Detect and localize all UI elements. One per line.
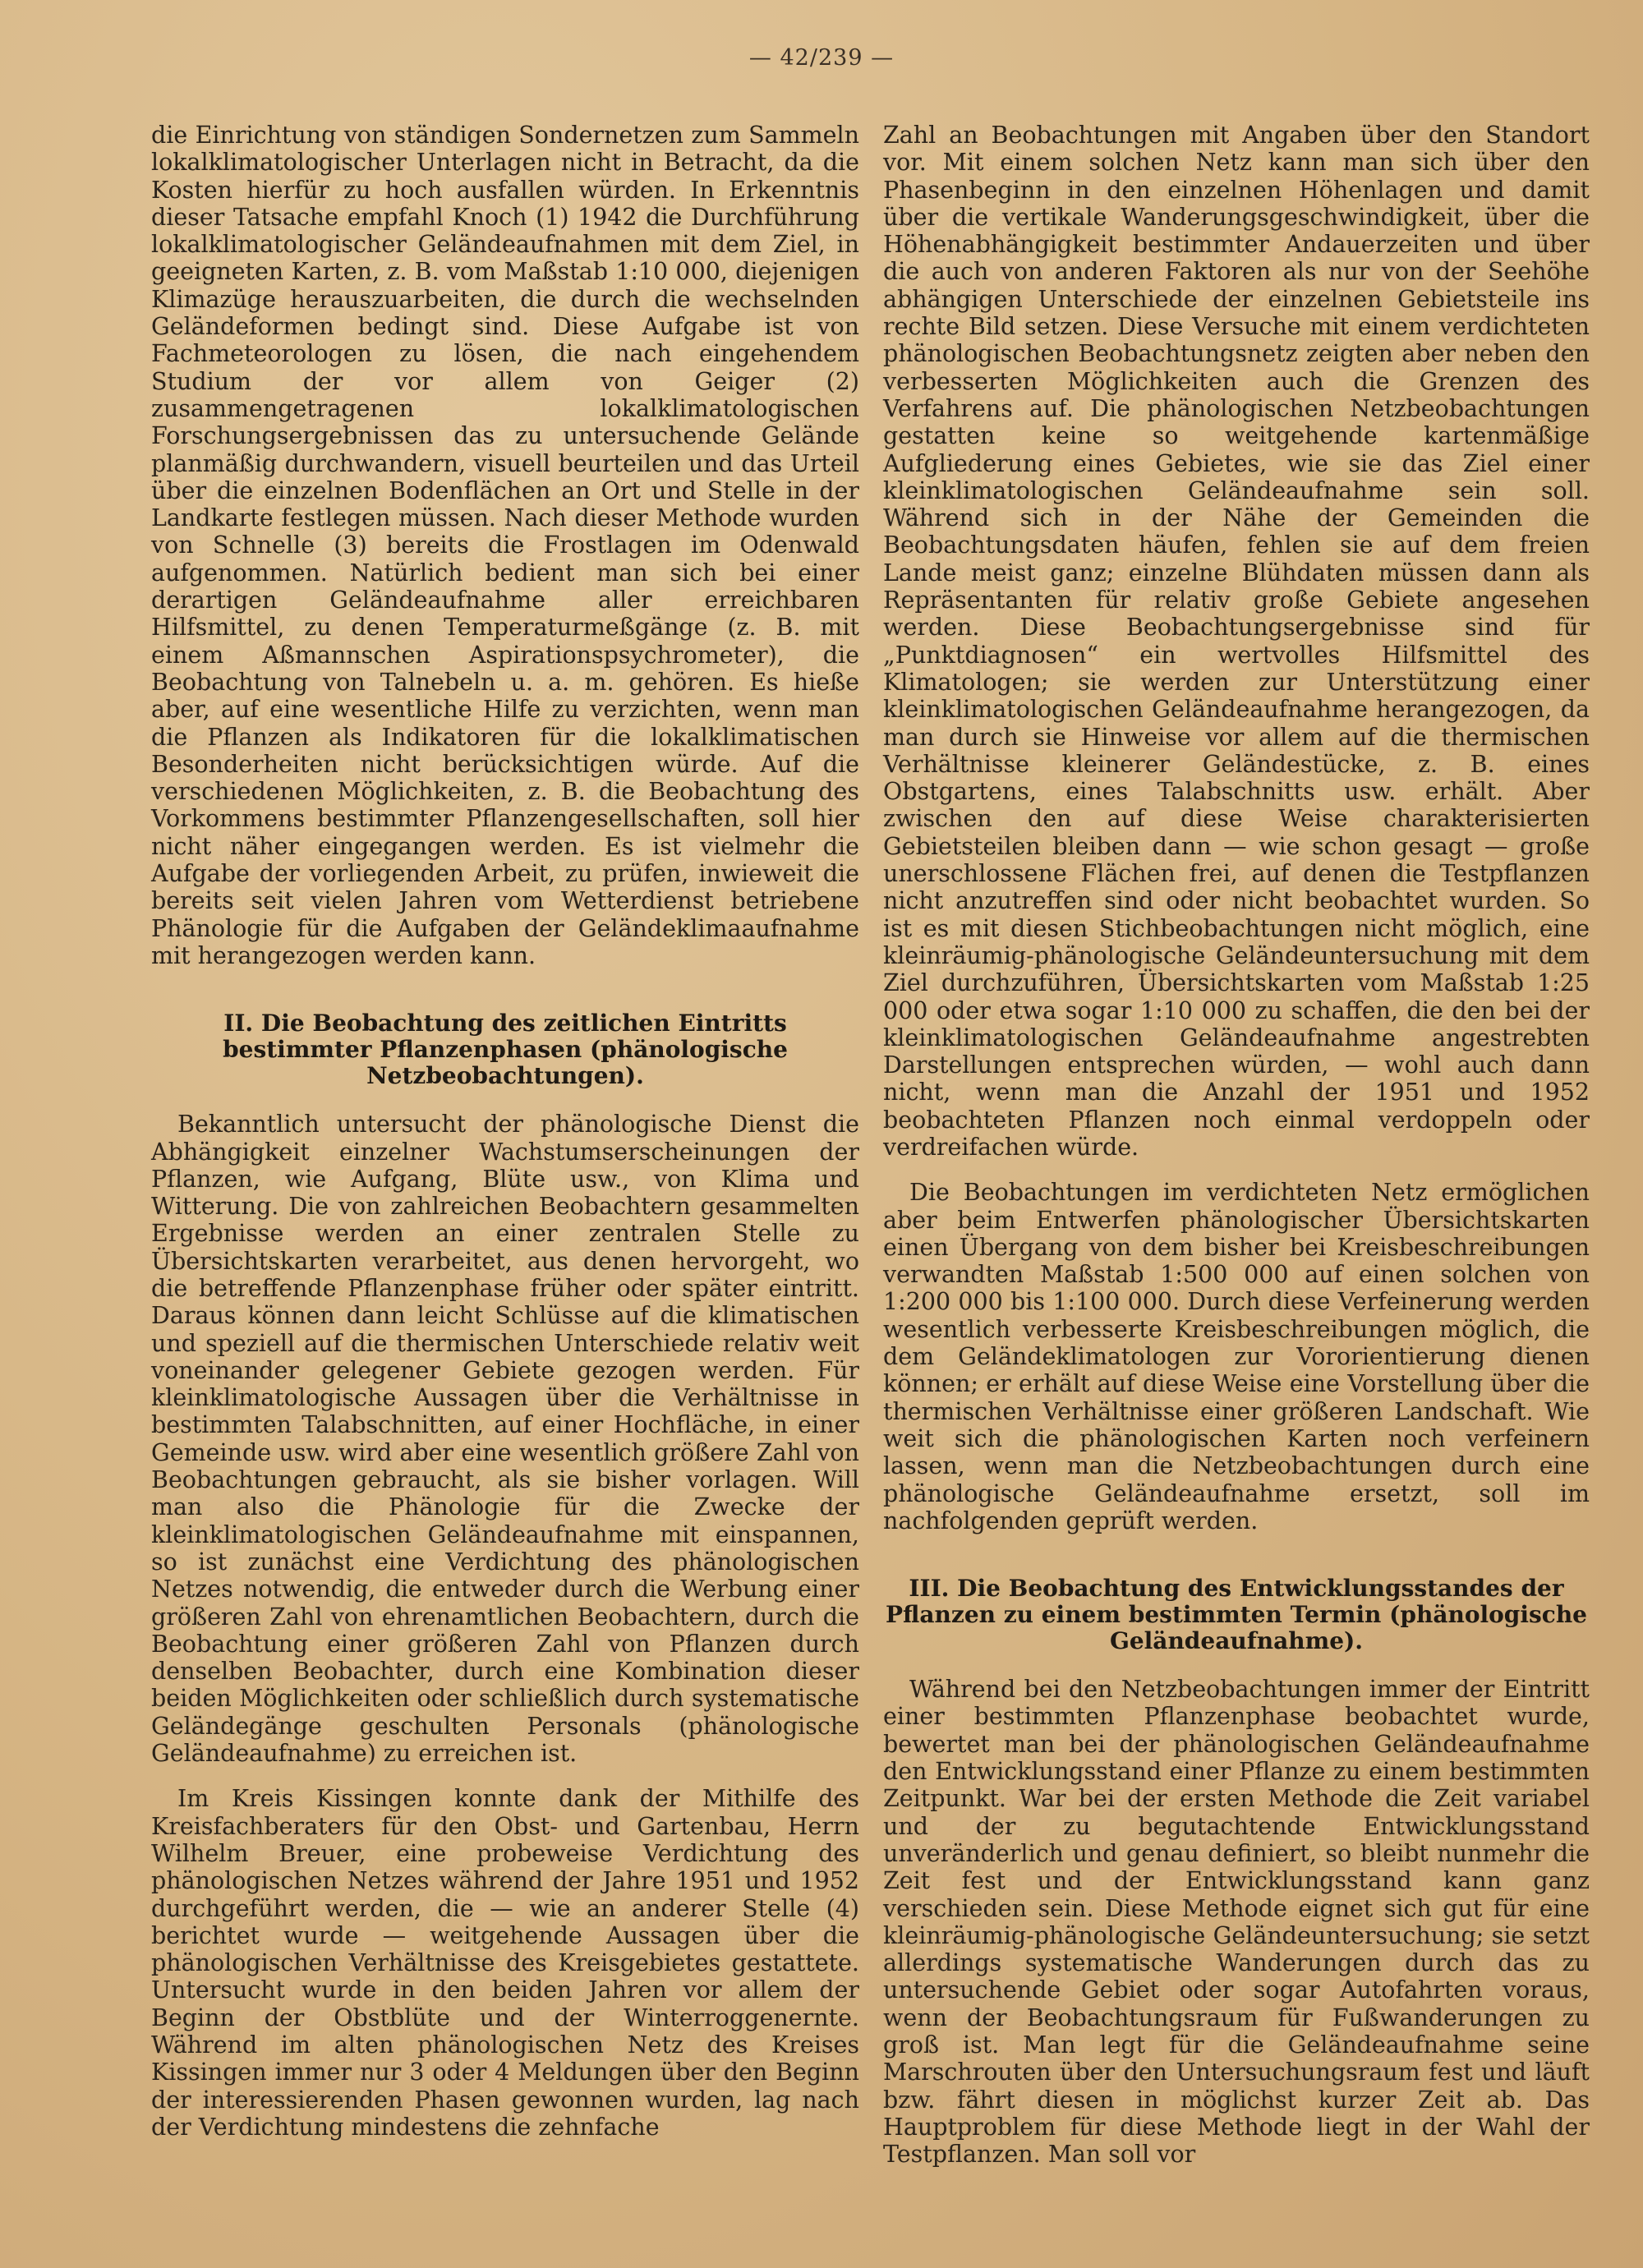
right-paragraph-3: Während bei den Netzbeobachtungen immer der Eintritt einer bestimmten Pflanzenphase beobachtet wurde, bewertet man bei der phänologischen Geländeaufnahme den Entwicklungsstand einer Pflanze zu einem bestimmten Zeitpunkt. War bei der ersten Methode die Zeit variabel und der zu begutachtende Entwicklungsstand unveränderlich und genau definiert, so bleibt nunmehr die Zeit fest und der Entwicklungsstand kann ganz verschieden sein. Diese Methode eignet sich gut für eine kleinräumig-phänologische Geländeuntersuchung; sie setzt allerdings systematische Wanderungen durch das zu untersuchende Gebiet oder sogar Autofahrten voraus, wenn der Beobachtungsraum für Fußwanderungen zu groß ist. Man legt für die Geländeaufnahme seine Marschrouten über den Untersuchungsraum fest und läuft bzw. fährt diesen in möglichst kurzer Zeit ab. Das Hauptproblem für diese Methode liegt in der Wahl der Testpflanzen. Man soll vor	[883, 1676, 1590, 2169]
section-heading-3: III. Die Beobachtung des Entwicklungsstandes der Pflanzen zu einem bestimmten Termin (phänologische Geländeaufnahme).	[886, 1575, 1587, 1655]
right-column	[883, 122, 1590, 2168]
left-paragraph-1: die Einrichtung von ständigen Sondernetzen zum Sammeln lokalklimatologischer Unterlagen nicht in Betracht, da die Kosten hierfür zu hoch ausfallen würden. In Erkenntnis dieser Tatsache empfahl Knoch (1) 1942 die Durchführung lokalklimatologischer Geländeaufnahmen mit dem Ziel, in geeigneten Karten, z. B. vom Maßstab 1:10 000, diejenigen Klimazüge herauszuarbeiten, die durch die wechselnden Geländeformen bedingt sind. Diese Aufgabe ist von Fachmeteorologen zu lösen, die nach eingehendem Studium der vor allem von Geiger (2) zusammengetragenen lokalklimatologischen Forschungsergebnissen das zu untersuchende Gelände planmäßig durchwandern, visuell beurteilen und das Urteil über die einzelnen Bodenflächen an Ort und Stelle in der Landkarte festlegen müssen. Nach dieser Methode wurden von Schnelle (3) bereits die Frostlagen im Odenwald aufgenommen. Natürlich bedient man sich bei einer derartigen Geländeaufnahme aller erreichbaren Hilfsmittel, zu denen Temperaturmeßgänge (z. B. mit einem Aßmannschen Aspirationspsychrometer), die Beobachtung von Talnebeln u. a. m. gehören. Es hieße aber, auf eine wesentliche Hilfe zu verzichten, wenn man die Pflanzen als Indikatoren für die lokalklimatischen Besonderheiten nicht berücksichtigen würde. Auf die verschiedenen Möglichkeiten, z. B. die Beobachtung des Vorkommens bestimmter Pflanzengesellschaften, soll hier nicht näher eingegangen werden. Es ist vielmehr die Aufgabe der vorliegenden Arbeit, zu prüfen, inwieweit die bereits seit vielen Jahren vom Wetterdienst betriebene Phänologie für die Aufgaben der Geländeklimaaufnahme mit herangezogen werden kann.	[151, 122, 859, 969]
section-heading-2: II. Die Beobachtung des zeitlichen Eintritts bestimmter Pflanzenphasen (phänologische Netzbeobachtungen).	[223, 1010, 788, 1090]
left-column	[151, 122, 859, 2141]
left-paragraph-3: Im Kreis Kissingen konnte dank der Mithilfe des Kreisfachberaters für den Obst- und Gartenbau, Herrn Wilhelm Breuer, eine probeweise Verdichtung des phänologischen Netzes während der Jahre 1951 und 1952 durchgeführt werden, die — wie an anderer Stelle (4) berichtet wurde — weitgehende Aussagen über die phänologischen Verhältnisse des Kreisgebietes gestattete. Untersucht wurde in den beiden Jahren vor allem der Beginn der Obstblüte und der Winterroggenernte. Während im alten phänologischen Netz des Kreises Kissingen immer nur 3 oder 4 Meldungen über den Beginn der interessierenden Phasen gewonnen wurden, lag nach der Verdichtung mindestens die zehnfache	[151, 1785, 859, 2141]
left-paragraph-2: Bekanntlich untersucht der phänologische Dienst die Abhängigkeit einzelner Wachstumserscheinungen der Pflanzen, wie Aufgang, Blüte usw., von Klima und Witterung. Die von zahlreichen Beobachtern gesammelten Ergebnisse werden an einer zentralen Stelle zu Übersichtskarten verarbeitet, aus denen hervorgeht, wo die betreffende Pflanzenphase früher oder später eintritt. Daraus können dann leicht Schlüsse auf die klimatischen und speziell auf die thermischen Unterschiede relativ weit voneinander gelegener Gebiete gezogen werden. Für kleinklimatologische Aussagen über die Verhältnisse in bestimmten Talabschnitten, auf einer Hochfläche, in einer Gemeinde usw. wird aber eine wesentlich größere Zahl von Beobachtungen gebraucht, als sie bisher vorlagen. Will man also die Phänologie für die Zwecke der kleinklimatologischen Geländeaufnahme mit einspannen, so ist zunächst eine Verdichtung des phänologischen Netzes notwendig, die entweder durch die Werbung einer größeren Zahl von ehrenamtlichen Beobachtern, durch die Beobachtung einer größeren Zahl von Pflanzen durch denselben Beobachter, durch eine Kombination dieser beiden Möglichkeiten oder schließlich durch systematische Geländegänge geschulten Personals (phänologische Geländeaufnahme) zu erreichen ist.	[151, 1111, 859, 1768]
page-number: — 42/239 —	[748, 45, 895, 71]
right-paragraph-1: Zahl an Beobachtungen mit Angaben über den Standort vor. Mit einem solchen Netz kann man sich über den Phasenbeginn in den einzelnen Höhenlagen und damit über die vertikale Wanderungsgeschwindigkeit, über die Höhenabhängigkeit bestimmter Andauerzeiten und über die auch von anderen Faktoren als nur von der Seehöhe abhängigen Unterschiede der einzelnen Gebietsteile ins rechte Bild setzen. Diese Versuche mit einem verdichteten phänologischen Beobachtungsnetz zeigten aber neben den verbesserten Möglichkeiten auch die Grenzen des Verfahrens auf. Die phänologischen Netzbeobachtungen gestatten keine so weitgehende kartenmäßige Aufgliederung eines Gebietes, wie sie das Ziel einer kleinklimatologischen Geländeaufnahme sein soll. Während sich in der Nähe der Gemeinden die Beobachtungsdaten häufen, fehlen sie auf dem freien Lande meist ganz; einzelne Blühdaten müssen dann als Repräsentanten für relativ große Gebiete angesehen werden. Diese Beobachtungsergebnisse sind für „Punktdiagnosen“ ein wertvolles Hilfsmittel des Klimatologen; sie werden zur Unterstützung einer kleinklimatologischen Geländeaufnahme herangezogen, da man durch sie Hinweise vor allem auf die thermischen Verhältnisse kleinerer Geländestücke, z. B. eines Obstgartens, eines Talabschnitts usw. erhält. Aber zwischen den auf diese Weise charakterisierten Gebietsteilen bleiben dann — wie schon gesagt — große unerschlossene Flächen frei, auf denen die Testpflanzen nicht anzutreffen sind oder nicht beobachtet wurden. So ist es mit diesen Stichbeobachtungen nicht möglich, eine kleinräumig-phänologische Geländeuntersuchung mit dem Ziel durchzuführen, Übersichtskarten vom Maßstab 1:25 000 oder etwa sogar 1:10 000 zu schaffen, die den bei der kleinklimatologischen Geländeaufnahme angestrebten Darstellungen entsprechen würden, — wohl auch dann nicht, wenn man die Anzahl der 1951 und 1952 beobachteten Pflanzen noch einmal verdoppeln oder verdreifachen würde.	[883, 122, 1590, 1161]
right-paragraph-2: Die Beobachtungen im verdichteten Netz ermöglichen aber beim Entwerfen phänologischer Übersichtskarten einen Übergang von dem bisher bei Kreisbeschreibungen verwandten Maßstab 1:500 000 auf einen solchen von 1:200 000 bis 1:100 000. Durch diese Verfeinerung werden wesentlich verbesserte Kreisbeschreibungen möglich, die dem Geländeklimatologen zur Vororientierung dienen können; er erhält auf diese Weise eine Vorstellung über die thermischen Verhältnisse einer größeren Landschaft. Wie weit sich die phänologischen Karten noch verfeinern lassen, wenn man die Netzbeobachtungen durch eine phänologische Geländeaufnahme ersetzt, soll im nachfolgenden geprüft werden.	[883, 1179, 1590, 1534]
